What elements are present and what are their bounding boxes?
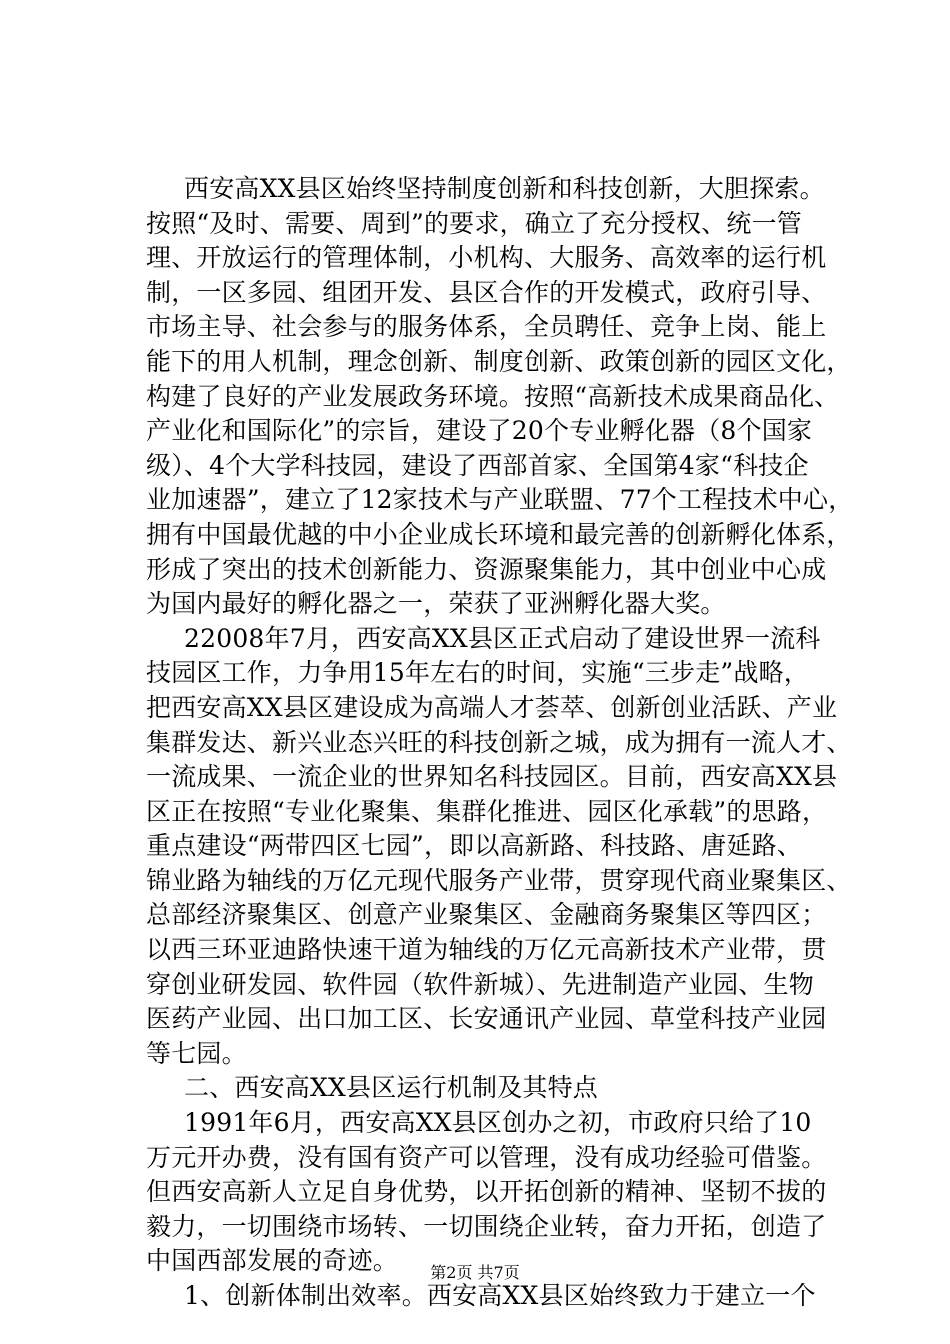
paragraph-line: 总部经济聚集区、创意产业聚集区、金融商务聚集区等四区； [146,900,827,930]
paragraph-line: 理、开放运行的管理体制，小机构、大服务、高效率的运行机 [146,243,827,273]
paragraph-line: 医药产业园、出口加工区、长安通讯产业园、草堂科技产业园 [146,1004,827,1034]
paragraph-line: 22008年7月，西安高XX县区正式启动了建设世界一流科 [184,623,821,653]
paragraph-line: 产业化和国际化”的宗旨，建设了20个专业孵化器（8个国家 [146,416,813,446]
paragraph-line: 1、创新体制出效率。西安高XX县区始终致力于建立一个 [184,1281,816,1310]
paragraph-line: 市场主导、社会参与的服务体系，全员聘任、竞争上岗、能上 [146,312,827,342]
paragraph-line: 构建了良好的产业发展政务环境。按照“高新技术成果商品化、 [146,381,840,411]
paragraph-line: 一流成果、一流企业的世界知名科技园区。目前，西安高XX县 [146,762,838,792]
paragraph-line: 区正在按照“专业化聚集、集群化推进、园区化承载”的思路， [146,796,828,826]
paragraph-line: 锦业路为轴线的万亿元现代服务产业带，贯穿现代商业聚集区、 [146,865,852,895]
paragraph-line: 能下的用人机制，理念创新、制度创新、政策创新的园区文化， [146,346,852,376]
paragraph-line: 等七园。 [146,1038,247,1068]
paragraph-line: 把西安高XX县区建设成为高端人才荟萃、创新创业活跃、产业 [146,692,838,722]
paragraph-line: 业加速器”，建立了12家技术与产业联盟、77个工程技术中心， [146,485,854,515]
paragraph-line: 1991年6月，西安高XX县区创办之初，市政府只给了10 [184,1108,812,1138]
paragraph-line: 拥有中国最优越的中小企业成长环境和最完善的创新孵化体系， [146,519,852,549]
body-text [146,172,854,1314]
paragraph-line: 中国西部发展的奇迹。 [146,1246,399,1276]
page-number-footer: 第2页 共7页 [430,1263,520,1282]
paragraph-line: 按照“及时、需要、周到”的要求，确立了充分授权、统一管 [146,208,802,238]
paragraph-line: 技园区工作，力争用15年左右的时间，实施“三步走”战略， [146,658,809,688]
paragraph-line: 毅力，一切围绕市场转、一切围绕企业转，奋力开拓，创造了 [146,1211,827,1241]
paragraph-line: 穿创业研发园、软件园（软件新城）、先进制造产业园、生物 [146,969,814,999]
paragraph-line: 重点建设“两带四区七园”，即以高新路、科技路、唐延路、 [146,831,802,861]
paragraph-line: 集群发达、新兴业态兴旺的科技创新之城，成为拥有一流人才、 [146,727,852,757]
paragraph-line: 万元开办费，没有国有资产可以管理，没有成功经验可借鉴。 [146,1142,827,1172]
paragraph-line: 为国内最好的孵化器之一，荣获了亚洲孵化器大奖。 [146,589,726,619]
section-heading: 二、西安高XX县区运行机制及其特点 [184,1073,598,1103]
paragraph-line: 但西安高新人立足自身优势，以开拓创新的精神、坚韧不拔的 [146,1177,827,1207]
paragraph-line: 形成了突出的技术创新能力、资源聚集能力，其中创业中心成 [146,554,827,584]
paragraph-line: 以西三环亚迪路快速干道为轴线的万亿元高新技术产业带，贯 [146,935,827,965]
paragraph-line: 制，一区多园、组团开发、县区合作的开发模式，政府引导、 [146,277,827,307]
paragraph-line: 西安高XX县区始终坚持制度创新和科技创新，大胆探索。 [184,174,825,203]
paragraph-line: 级）、4个大学科技园，建设了西部首家、全国第4家“科技企 [146,450,809,480]
